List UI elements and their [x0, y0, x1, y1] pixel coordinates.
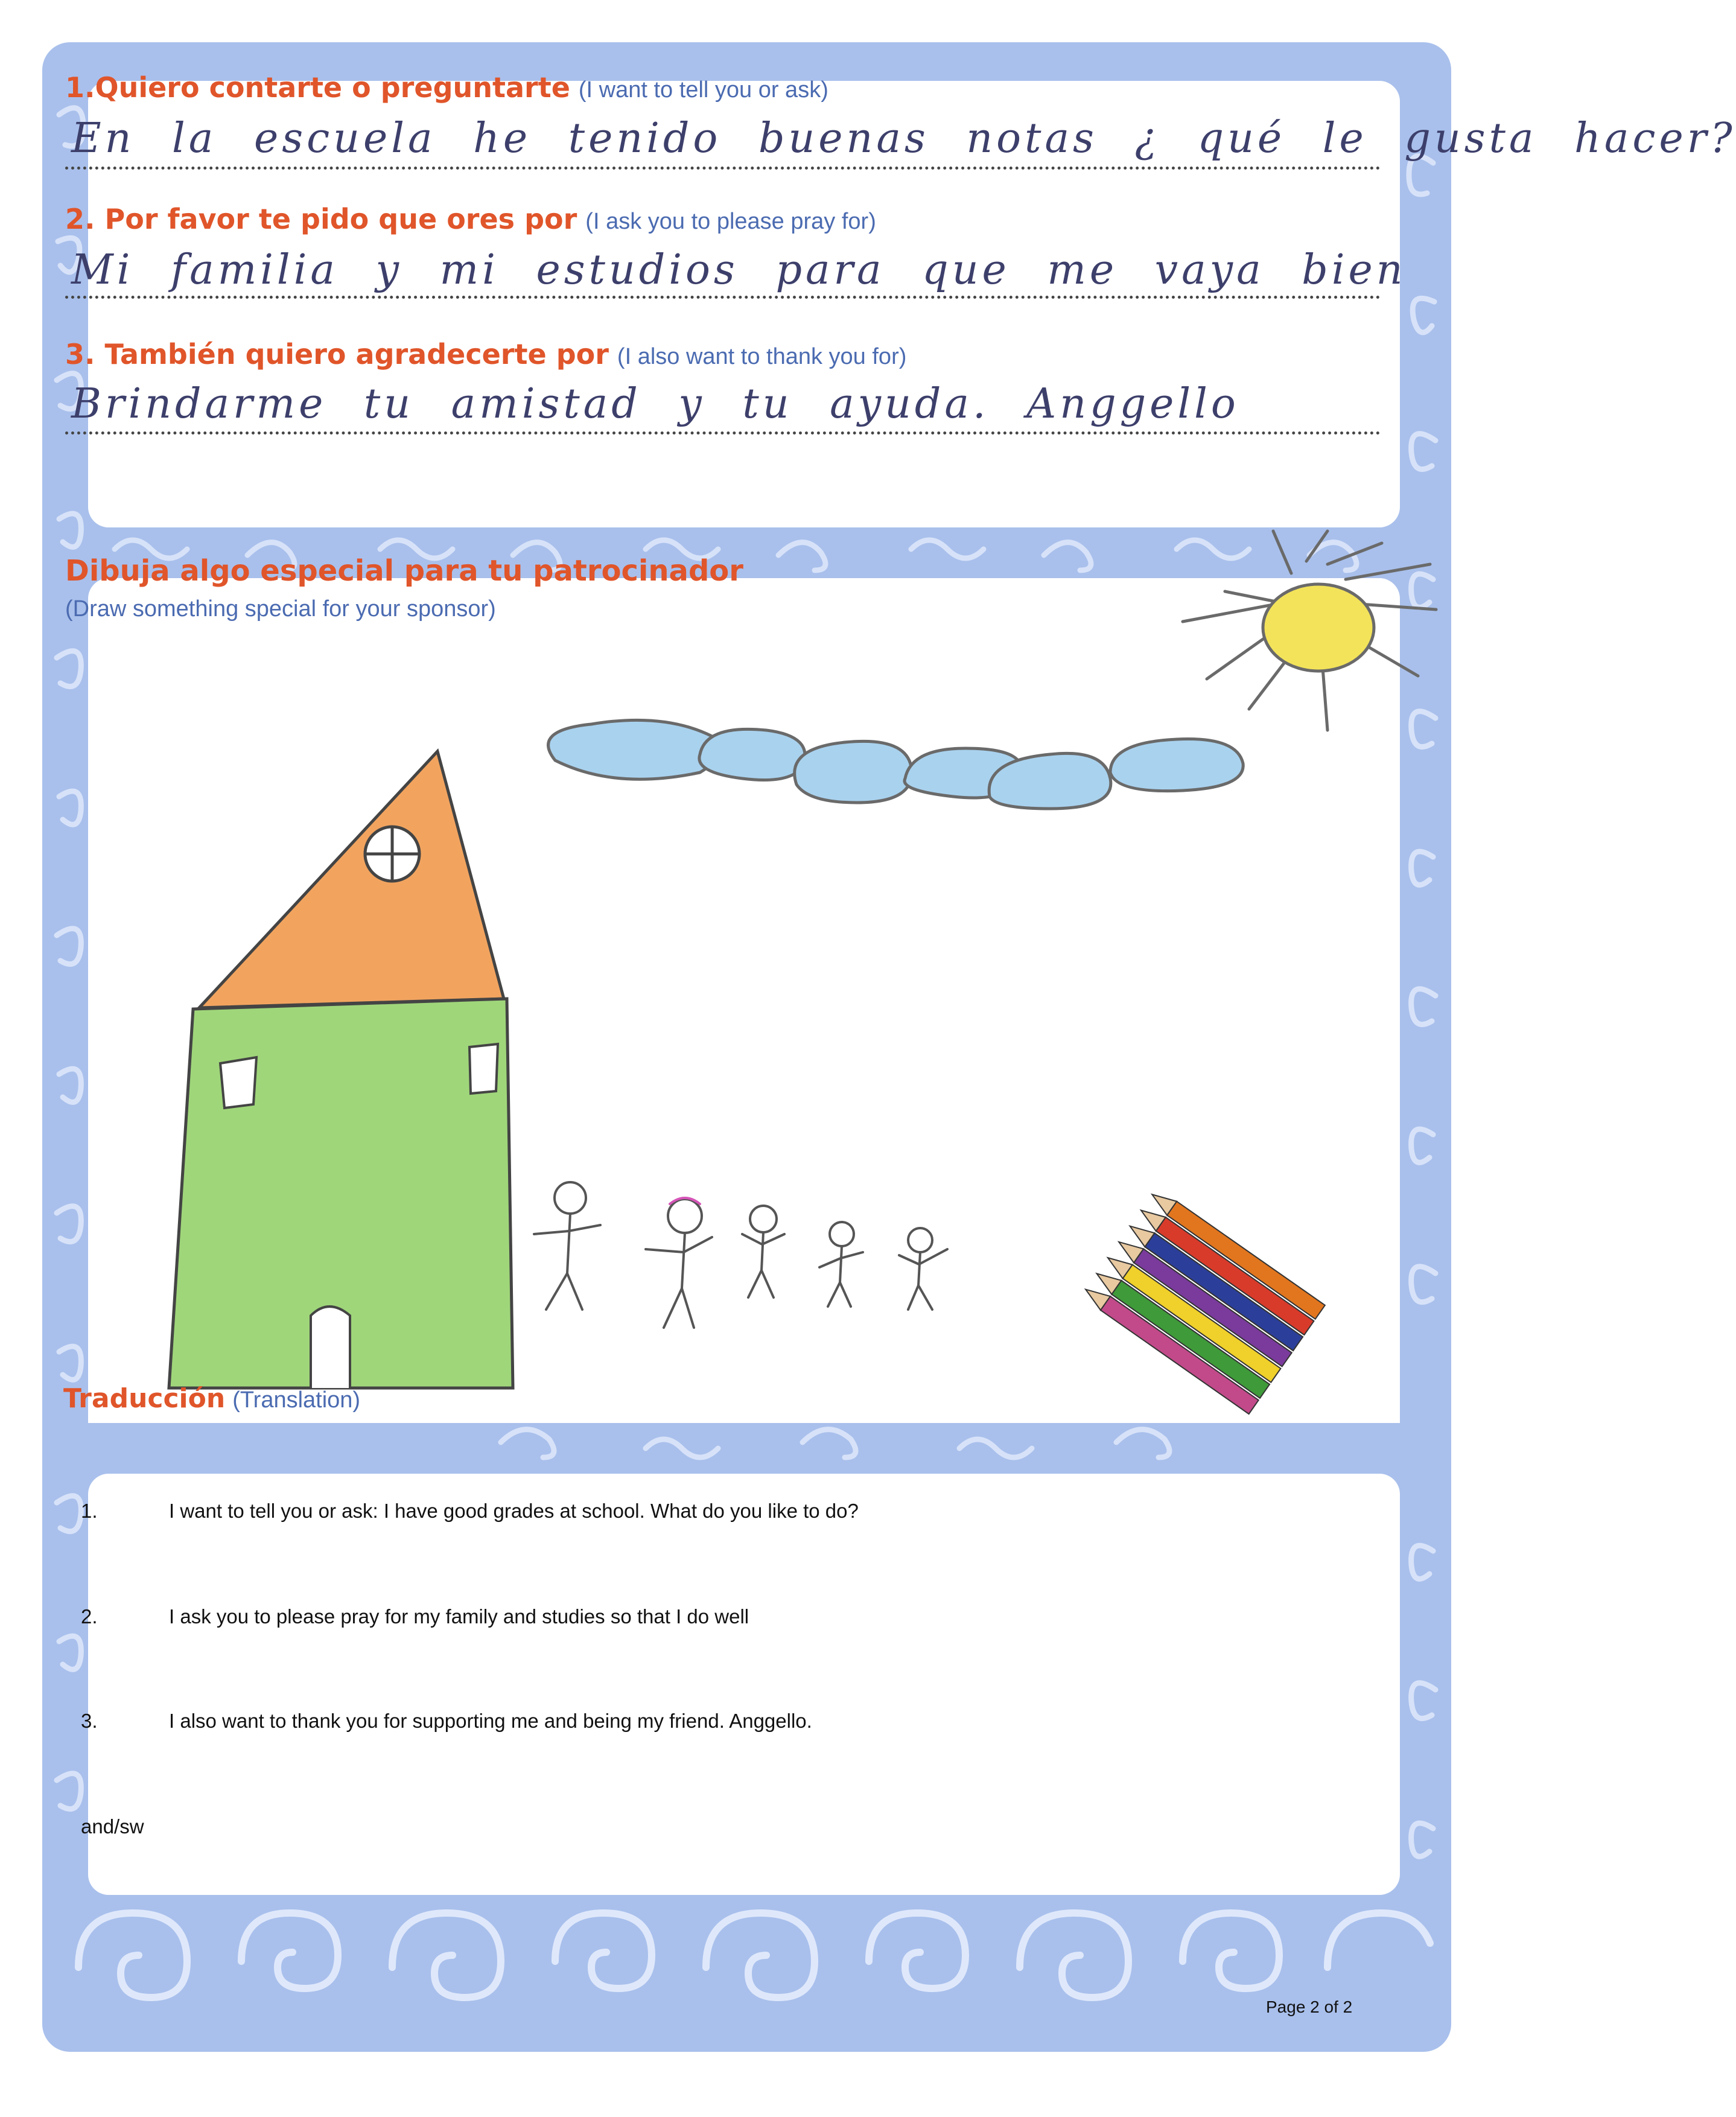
question-2-handwritten-answer: Mi familia y mi estudios para que me vaya bien: [71, 246, 1407, 294]
question-3-handwritten-answer: Brindarme tu amistad y tu ayuda. Anggello: [71, 380, 1239, 428]
colored-pencils-icon: [1081, 1188, 1325, 1414]
drawing-title: Dibuja algo especial para tu patrocinador: [65, 554, 743, 588]
question-2-label: 2. Por favor te pido que ores por (I ask you to please pray for): [65, 203, 876, 235]
stick-figure-5: [899, 1228, 947, 1310]
translation-item-1-number: 1.: [81, 1500, 98, 1522]
translation-item-2-number: 2.: [81, 1605, 98, 1628]
stick-figure-1: [534, 1182, 600, 1310]
stick-figure-2: [646, 1198, 712, 1328]
drawing-subtitle: (Draw something special for your sponsor): [65, 596, 496, 622]
page-number: Page 2 of 2: [1266, 1998, 1353, 2016]
translation-item-3-number: 3.: [81, 1710, 98, 1732]
translation-item-2-text: I ask you to please pray for my family and studies so that I do well: [169, 1605, 749, 1628]
question-3-label: 3. También quiero agradecerte por (I also want to thank you for): [65, 338, 907, 371]
question-1-handwritten-answer: En la escuela he tenido buenas notas ¿ qué le gusta hacer?: [71, 115, 1736, 162]
translation-item-1-text: I want to tell you or ask: I have good grades at school. What do you like to do?: [169, 1500, 859, 1522]
clouds-drawing: [548, 720, 1244, 809]
family-stick-figures: [534, 1182, 947, 1328]
translator-initials: and/sw: [81, 1815, 144, 1838]
stick-figure-4: [819, 1222, 863, 1307]
translation-item-3-text: I also want to thank you for supporting me and being my friend. Anggello.: [169, 1710, 812, 1732]
stick-figure-3: [742, 1206, 784, 1297]
house-drawing: [169, 751, 513, 1388]
sun-drawing: [1183, 531, 1436, 730]
translation-title: Traducción (Translation): [63, 1383, 361, 1414]
question-1-label: 1.Quiero contarte o preguntarte (I want to tell you or ask): [65, 71, 828, 104]
